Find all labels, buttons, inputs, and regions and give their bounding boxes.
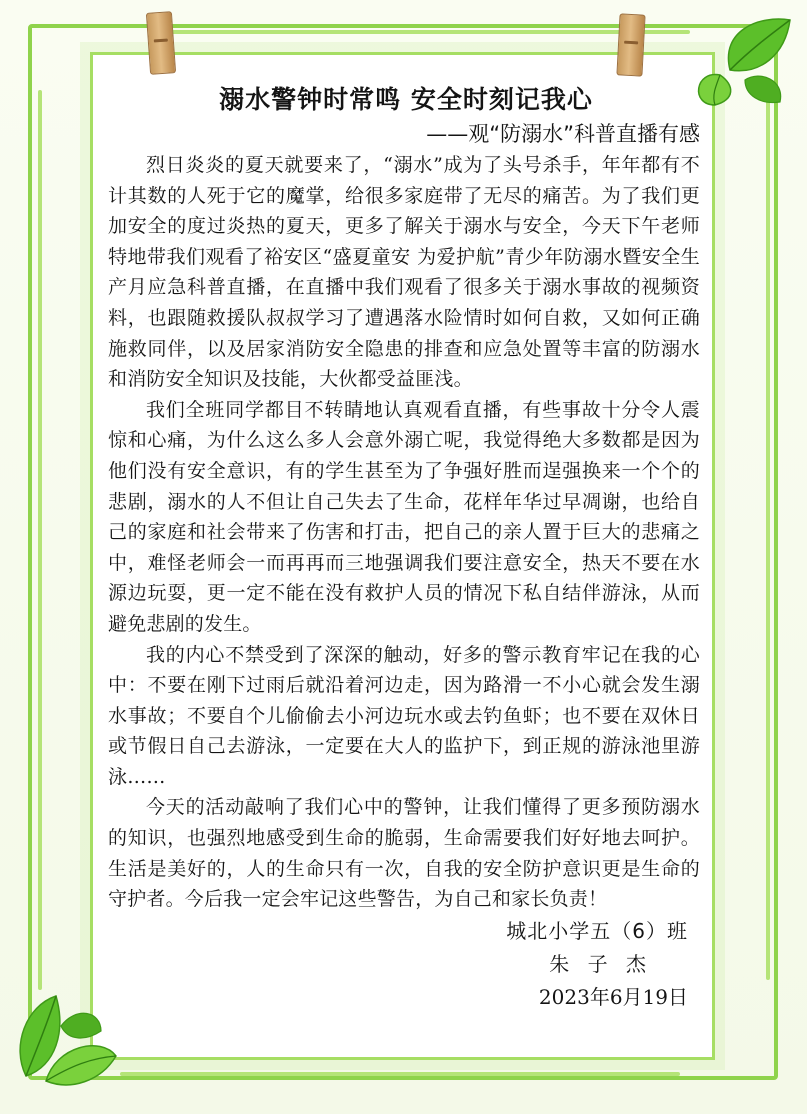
frame-line-bottom: [120, 1072, 680, 1076]
frame-line-top: [170, 30, 690, 34]
signature-date: 2023年6月19日: [538, 984, 688, 1009]
article-body: [108, 82, 700, 1014]
paragraph: 今天的活动敲响了我们心中的警钟，让我们懂得了更多预防溺水的知识，也强烈地感受到生命的脆弱，生命需要我们好好地去呵护。生活是美好的，人的生命只有一次，自我的安全防护意识更是生命的守护者。今后我一定会牢记这些警告，为自己和家长负责！: [108, 796, 700, 911]
leaf-icon: [690, 10, 800, 110]
signature-name: 朱 子 杰: [549, 951, 652, 976]
frame-line-right: [766, 100, 770, 980]
page-title: 溺水警钟时常鸣 安全时刻记我心: [219, 85, 593, 114]
paper-clip-icon: [146, 11, 176, 75]
frame-line-left: [38, 90, 42, 990]
paper-clip-icon: [616, 13, 645, 76]
paragraph: 我们全班同学都目不转睛地认真观看直播，有些事故十分令人震惊和心痛，为什么这么多人会意外溺亡呢，我觉得绝大多数都是因为他们没有安全意识，有的学生甚至为了争强好胜而逞强换来一个个的悲剧，溺水的人不但让自己失去了生命，花样年华过早凋谢，也给自己的家庭和社会带来了伤害和打击，把自己的亲人置于巨大的悲痛之中，难怪老师会一而再再而三地强调我们要注意安全，热天不要在水源边玩耍，更一定不能在没有救护人员的情况下私自结伴游泳，从而避免悲剧的发生。: [108, 398, 700, 635]
signature-school: 城北小学五（6）班: [506, 918, 688, 943]
paragraph: 我的内心不禁受到了深深的触动，好多的警示教育牢记在我的心中：不要在刚下过雨后就沿着河边走，因为路滑一不小心就会发生溺水事故；不要自个儿偷偷去小河边玩水或去钓鱼虾；也不要在双休日或节假日自己去游泳，一定要在大人的监护下，到正规的游泳池里游泳……: [108, 643, 700, 788]
paragraph: 烈日炎炎的夏天就要来了，“溺水”成为了头号杀手，年年都有不计其数的人死于它的魔掌，给很多家庭带了无尽的痛苦。为了我们更加安全的度过炎热的夏天，更多了解关于溺水与安全，今天下午老师特地带我们观看了裕安区“盛夏童安 为爱护航”青少年防溺水暨安全生产月应急科普直播，在直播中我们观看了很多关于溺水事故的视频资料，也跟随救援队叔叔学习了遭遇落水险情时如何自救，又如何正确施救同伴，以及居家消防安全隐患的排查和应急处置等丰富的防溺水和消防安全知识及技能，大伙都受益匪浅。: [108, 154, 700, 391]
page-subtitle: ——观“防溺水”科普直播有感: [426, 122, 700, 146]
